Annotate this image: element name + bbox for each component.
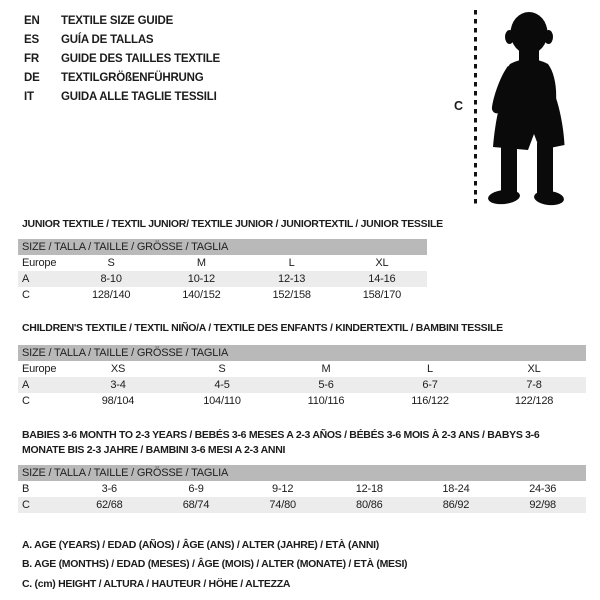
size-header-row	[18, 239, 427, 255]
row-label: A	[22, 379, 30, 391]
size-value-cell: 8-10	[100, 273, 122, 285]
lang-code: DE	[24, 72, 40, 84]
row-label: Europe	[22, 363, 57, 375]
size-header-row	[18, 345, 586, 361]
size-value-cell: 18-24	[442, 483, 470, 495]
guide-title-en: TEXTILE SIZE GUIDE	[61, 15, 174, 27]
size-table	[18, 239, 427, 303]
table-row	[18, 481, 586, 497]
size-header-cell: SIZE / TALLA / TAILLE / GRÖSSE / TAGLIA	[18, 345, 586, 361]
babies-size-table	[18, 465, 586, 513]
size-value-cell: 6-9	[188, 483, 204, 495]
junior-size-table	[18, 239, 427, 303]
row-label: B	[22, 483, 30, 495]
size-value-cell: 5-6	[318, 379, 334, 391]
legend-line-height: C. (cm) HEIGHT / ALTURA / HAUTEUR / HÖHE / ALTEZZA	[22, 577, 291, 590]
size-value-cell: XS	[110, 363, 126, 375]
lang-code: IT	[24, 91, 34, 103]
size-value-cell: 86/92	[442, 499, 470, 511]
guide-title-it: GUIDA ALLE TAGLIE TESSILI	[61, 91, 217, 103]
lang-code: EN	[24, 15, 40, 27]
size-value-cell: 3-4	[110, 379, 126, 391]
size-value-cell: 7-8	[526, 379, 542, 391]
lang-code: FR	[24, 53, 39, 65]
lang-row-en	[24, 12, 220, 31]
measure-legend	[22, 536, 407, 594]
language-title-list	[24, 12, 220, 107]
size-value-cell: 10-12	[187, 273, 215, 285]
guide-title-es: GUÍA DE TALLAS	[61, 34, 154, 46]
size-value-cell: XL	[375, 257, 389, 269]
size-value-cell: 14-16	[368, 273, 396, 285]
lang-row-es	[24, 31, 220, 50]
size-value-cell: XL	[527, 363, 541, 375]
table-row	[18, 361, 586, 377]
size-value-cell: 4-5	[214, 379, 230, 391]
height-measure-dashed-line	[474, 10, 477, 204]
lang-row-de	[24, 69, 220, 88]
size-value-cell: 152/158	[272, 289, 311, 301]
table-row	[18, 497, 586, 513]
table-row	[18, 393, 586, 409]
size-header-row	[18, 465, 586, 481]
table-row	[18, 287, 427, 303]
size-value-cell: 9-12	[272, 483, 294, 495]
lang-row-fr	[24, 50, 220, 69]
table-row	[18, 377, 586, 393]
junior-table-title: JUNIOR TEXTILE / TEXTIL JUNIOR/ TEXTILE JUNIOR / JUNIORTEXTIL / JUNIOR TESSILE	[22, 218, 443, 230]
row-label: A	[22, 273, 30, 285]
size-value-cell: 6-7	[422, 379, 438, 391]
size-value-cell: 98/104	[101, 395, 135, 407]
size-value-cell: 158/170	[362, 289, 402, 301]
children-size-table	[18, 345, 586, 409]
baby-figure-area	[440, 0, 600, 215]
size-value-cell: 80/86	[356, 499, 383, 511]
size-value-cell: M	[196, 257, 206, 269]
size-value-cell: S	[107, 257, 115, 269]
size-value-cell: 122/128	[514, 395, 554, 407]
legend-line-age-years: A. AGE (YEARS) / EDAD (AÑOS) / ÂGE (ANS) / ALTER (JAHRE) / ETÀ (ANNI)	[22, 539, 379, 551]
size-header-cell: SIZE / TALLA / TAILLE / GRÖSSE / TAGLIA	[18, 465, 586, 481]
size-value-cell: 12-13	[278, 273, 306, 285]
row-label: C	[22, 395, 30, 407]
size-value-cell: 24-36	[529, 483, 557, 495]
size-value-cell: M	[321, 363, 331, 375]
size-value-cell: S	[218, 363, 226, 375]
size-value-cell: 140/152	[182, 289, 221, 301]
baby-silhouette-icon	[482, 8, 574, 208]
lang-row-it	[24, 88, 220, 107]
guide-title-de: TEXTILGRÖßENFÜHRUNG	[61, 72, 204, 84]
size-value-cell: L	[427, 363, 433, 375]
legend-line-age-months: B. AGE (MONTHS) / EDAD (MESES) / ÂGE (MOIS) / ALTER (MONATE) / ETÀ (MESI)	[22, 558, 408, 571]
size-value-cell: 62/68	[96, 499, 123, 511]
children-table-title: CHILDREN'S TEXTILE / TEXTIL NIÑO/A / TEXTILE DES ENFANTS / KINDERTEXTIL / BAMBINI TESSILE	[22, 322, 503, 334]
size-value-cell: 104/110	[203, 395, 241, 407]
size-value-cell: 116/122	[411, 395, 449, 407]
size-value-cell: 3-6	[101, 483, 117, 495]
row-label: C	[22, 499, 30, 511]
lang-code: ES	[24, 34, 39, 46]
table-row	[18, 255, 427, 271]
size-table	[18, 465, 586, 513]
size-table	[18, 345, 586, 409]
size-value-cell: 128/140	[91, 289, 131, 301]
size-value-cell: L	[288, 257, 295, 269]
size-value-cell: 68/74	[182, 499, 210, 511]
size-value-cell: 110/116	[307, 395, 345, 407]
size-value-cell: 12-18	[355, 483, 383, 495]
row-label: Europe	[22, 257, 57, 269]
size-value-cell: 92/98	[529, 499, 556, 511]
height-measure-label: C	[454, 99, 464, 113]
guide-title-fr: GUIDE DES TAILLES TEXTILE	[61, 53, 220, 65]
table-row	[18, 271, 427, 287]
row-label: C	[22, 289, 30, 301]
size-header-cell: SIZE / TALLA / TAILLE / GRÖSSE / TAGLIA	[18, 239, 427, 255]
size-value-cell: 74/80	[269, 499, 296, 511]
babies-table-title: BABIES 3-6 MONTH TO 2-3 YEARS / BEBÉS 3-6 MESES A 2-3 AÑOS / BÉBÉS 3-6 MOIS À 2-3 ANS / BABYS 3-6 MONATE BIS 2-3 JAHRE / BAMBINI 3-6 MESI A 2-3 ANNI	[22, 429, 540, 456]
